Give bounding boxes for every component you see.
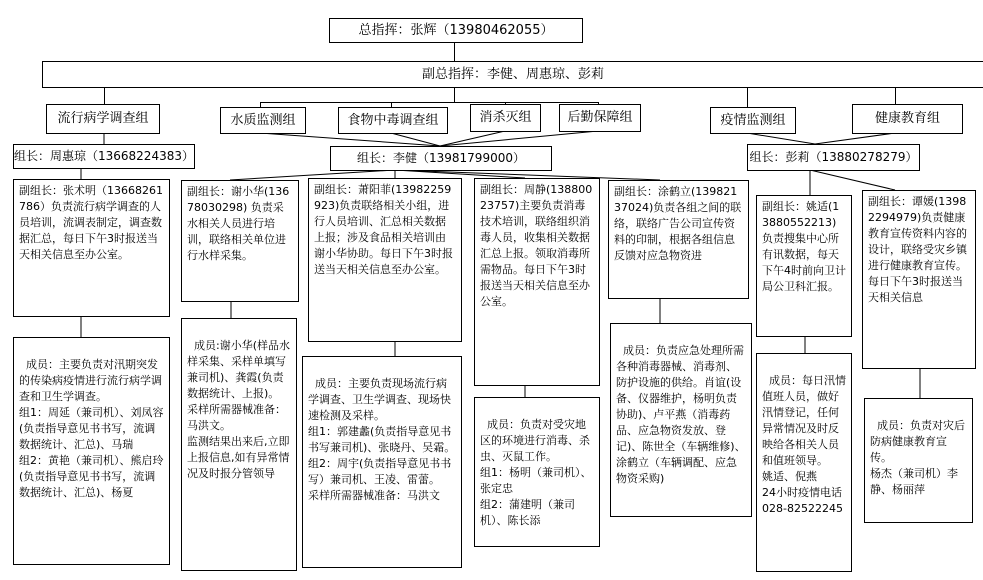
- group-epi-label: 流行病学调查组: [57, 111, 149, 126]
- deputy-zhoujing: [474, 178, 600, 386]
- members-logistics: [610, 323, 752, 517]
- connector: [454, 87, 455, 102]
- leader-zhou-label: 组长：周惠琼（13668224383）: [14, 149, 194, 163]
- group-food: [338, 107, 448, 134]
- group-disinfect: [470, 104, 541, 132]
- group-disinfect-label: 消杀灭组: [479, 110, 532, 125]
- commander-box: [329, 18, 583, 43]
- group-food-label: 食物中毒调查组: [347, 113, 439, 128]
- group-monitor-label: 疫情监测组: [720, 113, 786, 128]
- members-epi-text: 成员：主要负责对汛期突发的传染病疫情进行流行病学调查和卫生学调查。 组1：周延（兼司机）、刘凤容(负责指导意见书书写，流调数据统计、汇总)、马瑞 组2：黄艳（兼司机）、熊启玲(负责指导意见书书写，流调数据统计、汇总)、杨夏: [19, 358, 164, 499]
- deputy-xie: [181, 180, 299, 302]
- commander-label: 总指挥：张辉（13980462055）: [358, 23, 554, 38]
- deputy-commander-label: 副总指挥：李健、周惠琼、彭莉: [421, 67, 604, 82]
- members-monitor: [756, 353, 852, 572]
- deputy-xie-text: 副组长：谢小华(13678030298) 负责采水相关人员进行培训，联络相关单位进行水样采集。: [187, 185, 290, 262]
- leader-li-label: 组长：李健（13981799000）: [357, 151, 525, 165]
- members-health-text: 成员：负责对灾后防病健康教育宣传。 杨杰（兼司机）李静、杨丽萍: [870, 419, 965, 496]
- deputy-zhoujing-text: 副组长：周静(13880023757)主要负责消毒技术培训，联络组织消毒人员，收集相关数据汇总上报。领取消毒所需物品。每日下午3时报送当天相关信息至办公室。: [480, 183, 593, 308]
- leader-li: [330, 146, 552, 171]
- connector: [895, 87, 896, 104]
- members-monitor-text: 成员：每日汛情值班人员，做好汛情登记，任何异常情况及时反映给各相关人员和值班领导。 姚适、倪燕 24小时疫情电话 028-82522245: [762, 374, 846, 515]
- group-logistics-label: 后勤保障组: [567, 110, 633, 125]
- group-water: [220, 107, 306, 134]
- group-epi: [46, 104, 160, 134]
- group-health: [852, 104, 963, 134]
- members-logistics-text: 成员：负责应急处理所需各种消毒器械、消毒剂、防护设施的供给。肖谊(设备、仪器维护，杨明负责协助)、卢平燕（消毒药品、应急物资发放、登记)、陈世全（车辆维修)、涂鹤立（车辆调配、应急物资采购): [616, 344, 746, 485]
- deputy-yao: [756, 195, 852, 337]
- members-disinfect: [474, 397, 600, 547]
- leader-peng: [747, 144, 920, 171]
- members-water: [181, 318, 297, 571]
- connector: [747, 87, 748, 107]
- deputy-xiao-text: 副组长：萧阳菲(13982259923)负责联络相关小组，进行人员培训、汇总相关数据上报；涉及食品相关培训由谢小华协助。每日下午3时报送当天相关信息至办公室。: [314, 183, 453, 276]
- group-logistics: [559, 104, 641, 132]
- deputy-commander-box: [42, 61, 983, 88]
- members-food-text: 成员：主要负责现场流行病学调查、卫生学调查、现场快速检测及采样。 组1：郭建蠡(负责指导意见书书写兼司机)、张晓丹、吴霜。 组2：周宇(负责指导意见书书写）兼司机、王凌、雷蕾。 采样所需器械准备：马洪文: [308, 377, 456, 502]
- members-food: [302, 356, 462, 568]
- deputy-zhang-text: 副组长：张术明（13668261786）负责流行病学调查的人员培训，流调表制定，调查数据汇总，每日下午3时报送当天相关信息至办公室。: [19, 184, 163, 261]
- group-monitor: [710, 107, 796, 134]
- members-epi: [13, 337, 170, 565]
- members-health: [864, 398, 973, 523]
- deputy-xiao: [308, 178, 462, 342]
- deputy-tu: [608, 180, 749, 299]
- deputy-zhang: [13, 179, 170, 317]
- connector: [104, 87, 105, 104]
- leader-zhou: [13, 144, 195, 169]
- leader-peng-label: 组长：彭莉（13880278279）: [749, 150, 918, 164]
- deputy-tu-text: 副组长：涂鹤立(13982137024)负责各组之间的联络，联络广告公司宣传资料的印制，根据各组信息反馈对应急物资进: [614, 185, 742, 262]
- deputy-tan: [862, 190, 976, 369]
- group-health-label: 健康教育组: [874, 111, 940, 126]
- group-water-label: 水质监测组: [230, 113, 296, 128]
- members-disinfect-text: 成员：负责对受灾地区的环境进行消毒、杀虫、灭鼠工作。 组1：杨明（兼司机）、张定忠 组2：蒲建明（兼司机）、陈长添: [480, 418, 592, 527]
- deputy-yao-text: 副组长：姚适(13880552213)负责搜集中心所有讯数据，每天下午4时前向卫计局公卫科汇报。: [762, 200, 846, 293]
- connector: [454, 42, 455, 62]
- members-water-text: 成员:谢小华(样品水样采集、采样单填写兼司机)、龚霞(负责数据统计、上报)。 采样所需器械准备：马洪文。 监测结果出来后,立即上报信息,如有异常情况及时报分管领导: [187, 339, 290, 480]
- deputy-tan-text: 副组长：谭媛(13982294979)负责健康教育宣传资料内容的设计，联络受灾乡镇进行健康教育宣传。每日下午3时报送当天相关信息: [868, 195, 967, 304]
- connector: [260, 102, 598, 103]
